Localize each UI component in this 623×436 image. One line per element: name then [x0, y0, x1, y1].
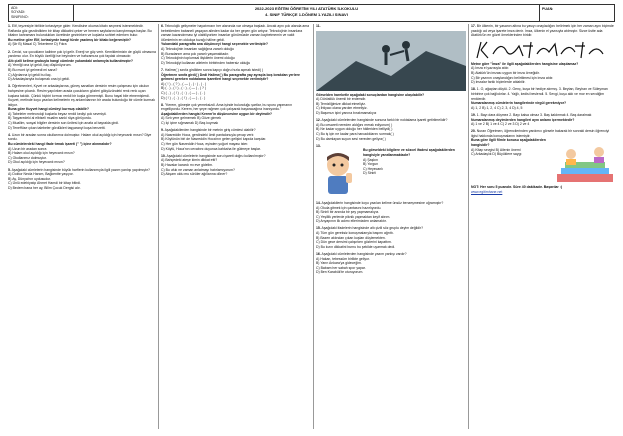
answer-option[interactable]: B) Halam okul açıldığı için heyecanlı mısın?: [8, 151, 75, 156]
question-prompt: Buna göre Kuyvet hangi cümleyi kurmuş olabilir?: [8, 107, 89, 112]
answer-option[interactable]: A) Hakan, tebessüm birlikte geliyor.: [316, 256, 370, 261]
question-number: 8.: [161, 102, 164, 107]
answer-option[interactable]: C) Her gün Nasreddin Hoca, eşinden yoğurt mayası ister.: [161, 142, 249, 147]
answer-option[interactable]: A) Şiir B) Masal C) Tekerleme D) Fıkra: [8, 42, 67, 47]
question: [471, 113, 615, 127]
signature-drawing: [471, 38, 611, 62]
surname-label: SOYADI:: [11, 10, 26, 15]
ataturk-signature: [471, 38, 615, 62]
question-body: Bir ülkenin, bir yasanın altına bu yasıyı onayladığını belirtmek için her zaman aynı biçimde yazdığı ad veya işarete imza denir. İmza, ülkenin el yazısıyla atılmıştır. Sizce üstte ada Atatürk'ün en güzel örneklerinden biridir.: [471, 24, 614, 38]
question-number: 11.: [316, 24, 321, 28]
answer-option[interactable]: C) Bir yazının onaylandığını belirtilmesi için imza atılır.: [471, 75, 554, 80]
answer-option[interactable]: C) İhtiyacı olana yardım etmeliyiz.: [316, 106, 368, 111]
question: [316, 252, 466, 275]
column-1: [8, 24, 156, 432]
question: [8, 24, 156, 47]
answer-option[interactable]: B) Temizliğimize dikkat etmeliyiz.: [316, 101, 366, 106]
answer-option[interactable]: D) Bedem bana her ay, Bilim Çocuk Dergisi alır.: [8, 185, 81, 190]
column-divider: [158, 24, 159, 429]
answer-option[interactable]: C) Muallim, sosyal bilgiler dersinin son ünitesi için anafa al bayrakla girdi.: [8, 121, 120, 126]
answer-option[interactable]: A) Yemiği ona iyi geldi, ilaç düşünüyorum.: [8, 63, 72, 68]
answer-option[interactable]: A) Tabeleler meteoroloji kuşlarla beyaz renkli kediyi çok sevmişti.: [8, 111, 107, 116]
question-body: Teknolojik gelişmeler hayatımızın her alanında var olmaya başladı. Ancak aynı çok alanda ama bebeklerden babaneli yaşayan aileden kadar da her geçen gün artıyor. Teknolojinin insanlara zaman kazandırması iyi olabiliyorken insanlar günümüzde zaman kaybetmemin ve vakit ölümlerinin en oldukça tuzağı hâline geldi.: [161, 24, 310, 42]
answer-option[interactable]: D) Okul açıldığı için heyecanlı mısın?: [8, 160, 65, 165]
answer-option[interactable]: B) Taşyaredeki al elbiseli mualim sanki rüya görüyordu.: [8, 116, 92, 121]
question-prompt: Bu görseldeki bilgilere ve sözcel ifadesi aşağıdakilerden hangisiyle yanıtlanmaktadır?: [363, 148, 455, 157]
answer-option[interactable]: A) Tüm gün gereksiz konuşmalarıyla başımı ağrıttı.: [316, 231, 394, 236]
question-prompt: Bu cümlelerdeki hangi ifade tırnak işareti (" ") içine alınmalıdır?: [8, 142, 112, 147]
question-number: 2.: [8, 49, 11, 54]
answer-option[interactable]: C) Ağrılarına iyi geldi bu ilaç.: [8, 72, 52, 77]
answer-option[interactable]: D) Sinirli: [363, 171, 376, 176]
answer-option[interactable]: D) Bu kızın dikkatini burnu bu şekilde uyarmak dedi.: [316, 244, 396, 249]
question-number: 5.: [8, 167, 11, 172]
question-number: 6.: [161, 24, 164, 28]
answer-option[interactable]: B) Yarın Ankara'ya gideceğim.: [316, 261, 362, 266]
answer-option[interactable]: B) Sinirli bir anında bir şey yapmamalıyız.: [316, 210, 380, 215]
question-prompt: Bu metine göre Elif, kırtasiyede hangi türde yazılmış bir kitabı beğenmiştir?: [8, 37, 132, 42]
question-prompt: Buna göre ilgili filmle konusu aşağıdakilerden hangisidir?: [471, 138, 546, 148]
name-label: ADI:: [11, 6, 18, 10]
question-text: [471, 24, 615, 38]
answer-option[interactable]: B) ( . ) , ( ! ) , ( : ) , ( — ) , ( ? ): [161, 86, 207, 91]
question: [471, 24, 615, 85]
answer-option[interactable]: A) İmza el yazısıyla atılır.: [471, 66, 510, 71]
question: [316, 118, 466, 141]
question-prompt: Numaralanmış cümlelerin hangilerinde virgül gerekmiyor?: [471, 101, 567, 106]
question: [161, 154, 311, 177]
answer-option[interactable]: C) Teknolojinin toplumsal ilişkilerin önemi olduğu: [161, 56, 235, 61]
answer-option[interactable]: D) Arkadaşlarıyla buluşmak ona iyi geldi.: [8, 77, 70, 82]
answer-option[interactable]: D) İmzalar farklı biçimlerde atılabilir.: [471, 80, 526, 85]
exam-title-line2: 4. SINIF TÜRKÇE 1.DÖNEM 1.YAZILI SINAVI: [265, 11, 348, 17]
question-number: 10.: [161, 153, 166, 158]
question: [316, 226, 466, 249]
question-body: Nuran Öğretmen, öğrencilerinden yardımcı görsele bakarak bir sonraki dersin öğrenciyi ilgisi hakkında konuşmalarını istemiştir.: [471, 129, 610, 138]
answer-option[interactable]: B) Havalar karardı mı eve gidelim.: [161, 163, 213, 167]
answer-option[interactable]: B) Ne kadar uygun olduğu her hâlleriden belliydi( ): [316, 127, 393, 132]
thinking-boy-illustration: [316, 149, 360, 197]
question: [471, 87, 615, 110]
question-number: 16.: [316, 252, 321, 257]
answer-option[interactable]: A) Bahçedeki ateşe kimin dikkat etti?: [161, 158, 218, 163]
question-text: [316, 24, 466, 29]
question-number: 19.: [471, 112, 476, 117]
question-number: 7.: [161, 67, 164, 72]
kids-reading-illustration: [555, 140, 615, 184]
answer-option[interactable]: C) ( , ) , ( ! ) , ( : ) , ( — ) , ( . ): [161, 90, 206, 95]
answer-option[interactable]: A) Şaşkın: [363, 157, 378, 162]
column-divider: [313, 24, 314, 429]
question: [8, 168, 156, 191]
question-text: [161, 103, 311, 112]
question-number: 1.: [8, 24, 11, 28]
boy-image: [316, 149, 360, 197]
answer-option[interactable]: A) Bu cesareti nereden aldığını merak ediyorum( ): [316, 122, 393, 127]
class-label: SINIFI/NO:: [11, 14, 29, 19]
answer-option[interactable]: C) İçi içine sığmamak D) Baş koymak: [161, 121, 219, 126]
question-body: Cevizi, sız çocukların kalbine çok iyi gelir. Enerji ve güç verir. Kemiklerimizin de güçlü olmasına yardımcı olur. En büyük özelliği ise beyinden ve hafızamıza çok faydalı olmasıdır.: [8, 49, 156, 59]
question: [471, 129, 615, 157]
question-body: Halime( ) sınıfa girdikten sonra kapıyı doğru hızla açmak istedi( ): [164, 67, 264, 72]
answer-option[interactable]: A) Doktor Necla Hanım, Bağkentte yaşıyor.: [8, 172, 74, 177]
question-prompt: Metne göre "İmza" ile ilgili aşağıdakilerden hangisine ulaşılamaz?: [471, 61, 579, 66]
answer-option[interactable]: C) Yeşillik yerlerde piknik yapmaktan keyif alırım.: [316, 214, 391, 219]
question-number: 9.: [161, 128, 164, 133]
answer-option[interactable]: C) Arkadaşlık D) Büyüklere saygı: [471, 152, 522, 157]
question-number: 13.: [316, 143, 321, 148]
score-box: PUAN:: [539, 5, 614, 21]
answer-option[interactable]: C) Bu ufuk ne zaman anlatmayı hatırlamıyorum?: [161, 167, 235, 172]
answer-option[interactable]: D) ( ! ) , ( . ) , ( ! ) , ( — ) , ( . ): [161, 95, 206, 100]
answer-option[interactable]: D) Teknolojiyi kullanan ailelerin birbirinden habersiz olduğu: [161, 60, 251, 65]
website-link[interactable]: www.egitimhane.net: [471, 190, 503, 195]
question-number: 12.: [316, 118, 321, 123]
answer-option[interactable]: D) Köylü, Hoca'nın cevabını duyunca kahkaha ile gülmeye başlar.: [161, 146, 261, 151]
answer-option[interactable]: A) Kitap sevgisi B) Ailenin önemi: [471, 147, 521, 152]
question-body: Aşağıdakilerden hangisinde bir metnin giriş cümlesi olabilir?: [164, 128, 256, 133]
question-text: [471, 87, 615, 101]
question-number: 17.: [471, 24, 476, 28]
answer-option[interactable]: D) Başımızı işini yanına bırakmamalıyız: [316, 110, 377, 115]
column-2: [161, 24, 311, 432]
answer-option[interactable]: C) Babam her sabah spor yapar.: [316, 265, 366, 270]
question: [8, 133, 156, 165]
exam-page: [8, 4, 615, 432]
answer-option[interactable]: A) 1 ve 2 B) 1 ve 4 C) 2 ve 3 D) 2 ve 4: [471, 122, 530, 127]
answer-option[interactable]: B) Bazen aklından çıkan kuşları düşlemekten.: [316, 235, 386, 240]
answer-option[interactable]: A) Teknolojinin insanları sağlığına zararlı olduğu: [161, 46, 234, 51]
question: [161, 128, 311, 151]
question-prompt: Öğretmen sınıfa girdi( ) Dedi Halime( ) Bu paragrafta yay ayraçla boş bırakılan yerlere gelmesi gereken noktalama işaretleri hangi seçenekte verilmiştir?: [161, 72, 300, 82]
answer-option[interactable]: A) Sırtı yere gelmemek B) Göze girmek: [161, 116, 221, 121]
question-prompt: Aşağıdakilerden hangisi Kerem'in düşüncesine uygun bir deyimdir?: [161, 111, 273, 116]
column-3: [316, 24, 466, 432]
question: [316, 201, 466, 224]
question-body: Uzun bir aradan sonra okullarımız dolmuştur. Halam okul açıldığı için heyecanlı mısın? Diye sordu.: [8, 132, 152, 142]
question-prompt: Numaralanmış deyimlerden hangileri aynı anlamı içermektedir?: [471, 117, 575, 122]
answer-option[interactable]: A) Uzun bir aradan sonra: [8, 146, 47, 151]
answer-option[interactable]: B) Bu mont iyi gelmedi mi sana?: [8, 67, 58, 72]
question-body: Aşağıdakilerin hangisinde koyu yazılan kelime ünsüz benzeşmesine uğramıştır?: [321, 200, 444, 205]
answer-option[interactable]: C) Dün gece dersimi çalışırken gözlerini kapattım.: [316, 240, 392, 245]
question-body: 1. Bayı dara düşmez 2. Bayı kalsa olmaz 3. Baş kaldırmak 4. Baş daralmak: [476, 112, 592, 117]
reading-kids-image: [555, 140, 615, 184]
question-body: Aşağıdaki cümlelerden hangisinde yazım yanlışı vardır?: [321, 252, 407, 257]
question-body: Aşağıdaki ifadelerin hangisinde altı çizili söz gruplu deyim değildir?: [321, 226, 424, 231]
answer-option[interactable]: B) Ay, Dünya'nın uydusudur.: [8, 176, 51, 181]
question: [316, 144, 466, 199]
question-text: [161, 24, 311, 42]
exam-note: NOT: Her soru 5 puandır. Süre 40 dakikadır. Başarılar :): [471, 185, 563, 190]
question-number: 15.: [316, 226, 321, 231]
question-text: [8, 133, 156, 142]
answer-option[interactable]: D) Ben Karabük'te oturuyorum.: [316, 270, 364, 275]
question: [8, 84, 156, 130]
question-number: 20.: [471, 129, 476, 134]
question: [161, 24, 311, 65]
question-number: 18.: [471, 87, 476, 92]
column-divider: [468, 24, 469, 429]
question: [161, 68, 311, 100]
climbers-illustration: [316, 31, 466, 91]
question-text: [8, 50, 156, 59]
answer-option[interactable]: C) Bu iş için ne kadar para harcadıklarını sormak( ): [316, 131, 394, 136]
question: [316, 24, 466, 116]
answer-option[interactable]: A) Dürüstlük önemli bir erdemdir.: [316, 97, 367, 102]
answer-option[interactable]: C) Heyecanlı: [363, 166, 383, 171]
answer-option[interactable]: C) Ünlü edebiyatçı Ahmet Hamdi bir kitap bitirdi.: [8, 181, 81, 186]
answer-option[interactable]: B) Köylünün biri de Nasreddin Hoca'nın gelen gelişini kapıda karşılar.: [161, 137, 267, 142]
question-text: [471, 129, 615, 138]
question-body: Aşağıdaki cümlelerden hangisinde sonuna farklı bir noktalama işareti getirilmelidir?: [321, 118, 448, 123]
question-body: "Kerem, güneşte çok yemeksizdi. Ama işinde bulunduğu şartlar, bu sporu yapmanın engelliyordu. Kerem, her şeye rağmen çok çalışarak başaracağına inanıyordu.": [161, 102, 292, 112]
answer-option[interactable]: D) Teneffüse çıkan talebeler gördükleri taşyaranyi kuşa benzetti.: [8, 125, 106, 130]
question-number: 3.: [8, 84, 11, 89]
answer-option[interactable]: A) Okula gitmek için çantasını hazırlıyordu.: [316, 205, 382, 210]
question-body: 1. O, ağaçtan düştü. 2. Genç, kuşa bir hediye alırmış. 3. Beytan, Beyhan ve Süleyman birbirine çok bağlıdırlar. 4. Yağlı, kedisi beslendi. 5. Sevgi, kuşu aldı ve mor en sevdiğim renklerdir.: [471, 87, 608, 101]
exam-header: [8, 4, 615, 22]
answer-option[interactable]: D) Anyapının ilk adımı ellerimizden anlamaktır.: [316, 219, 387, 224]
student-info: [9, 5, 74, 21]
question-body: Aşağıdaki cümlelerin hangisinde soru işareti doğru kullanılmıştır?: [166, 153, 266, 158]
answer-option[interactable]: D) Bu damlayan suyun sesi nereden geliyor( ): [316, 136, 386, 141]
question-body: Öğretmenleri, Kyvet ve arkadaşlarına, güneş sanatları dersinin resim çalışması için okulun bahçesine çıkardı. Resim yapılırken arada çocukların gözleri gökyüzündeki renk renk uçan kuşlara takıldı. Çünkü hiçbiri kırmızı renkli bir kuşla görmemişti. Bunu hayal bile etmemişlerdi. Kuyvet, metinde koyu yazılan kelimelerin eş anlamlılarının bir arada bulunduğu bir cümle kurmak istiyor.: [8, 84, 155, 107]
answer-option[interactable]: A) 1, 2 B) 1, 2, 4 C) 2, 3, 4 D) 4, 5: [471, 105, 523, 110]
answer-option[interactable]: A) ( ! ) , ( ? ) , ( — ) , ( : ) , ( . ): [161, 81, 207, 86]
question-number: 4.: [8, 132, 11, 137]
question-text: [8, 84, 156, 107]
answer-option[interactable]: C) Okullarımız dolmuştur.: [8, 155, 47, 160]
question-prompt: Görselden hareketle aşağıdaki sonuçlardan hangisine ulaşılabilir?: [316, 92, 425, 97]
answer-option[interactable]: A) Nasreddin Hoca, gerdindeki ümit pantalonuyla çevap verir.: [161, 132, 255, 137]
answer-option[interactable]: B) Buradanım ama çok yararlı yaşamaktadır.: [161, 51, 230, 56]
answer-option[interactable]: B) Yorgun: [363, 162, 379, 167]
exam-title-line1: 2022-2023 EĞİTİM ÖĞRETİM YILI ATATÜRK İLKOKULU: [254, 6, 359, 11]
question: [161, 103, 311, 126]
question-body: Elif, teyzesiyle birlikte kırtasiyeye gider. Kendisine okuma kitabı seçmesi istenmektedir. Raflarda göz gezdirdikten bir kitap dikkatini çeker ve hemen sayfalarını karıştırmaya başlar. Bu kitabın kahramanı bulundukları ücretinde gezinirken ve kuşlarla sohbet ederken bulur.: [8, 24, 152, 38]
question-number: 14.: [316, 200, 321, 205]
exam-title: [74, 5, 539, 21]
question-text: [8, 24, 156, 38]
helping-hand-image: [316, 31, 466, 91]
answer-option[interactable]: D) Akşam oldu mu sürüler ağıllarına döner?: [161, 172, 228, 177]
answer-option[interactable]: B) Atatürk'ün imzası uygun bir imza örneğidir.: [471, 70, 540, 75]
question-body: Aşağıdaki cümlelerin hangisinde büyük harflerin kullanımıyla ilgili yazım yanlışı yapılmıştır?: [11, 167, 150, 172]
question: [8, 50, 156, 82]
column-4: [471, 24, 615, 432]
question-prompt: Altı çizili kelime grubuyla hangi cümlede yukarıdaki anlamıyla kullanılmıştır?: [8, 58, 133, 63]
question-prompt: Yukarıdaki paragrafta ana düşünceyi hangi seçenekte verilmiştir?: [161, 42, 268, 47]
